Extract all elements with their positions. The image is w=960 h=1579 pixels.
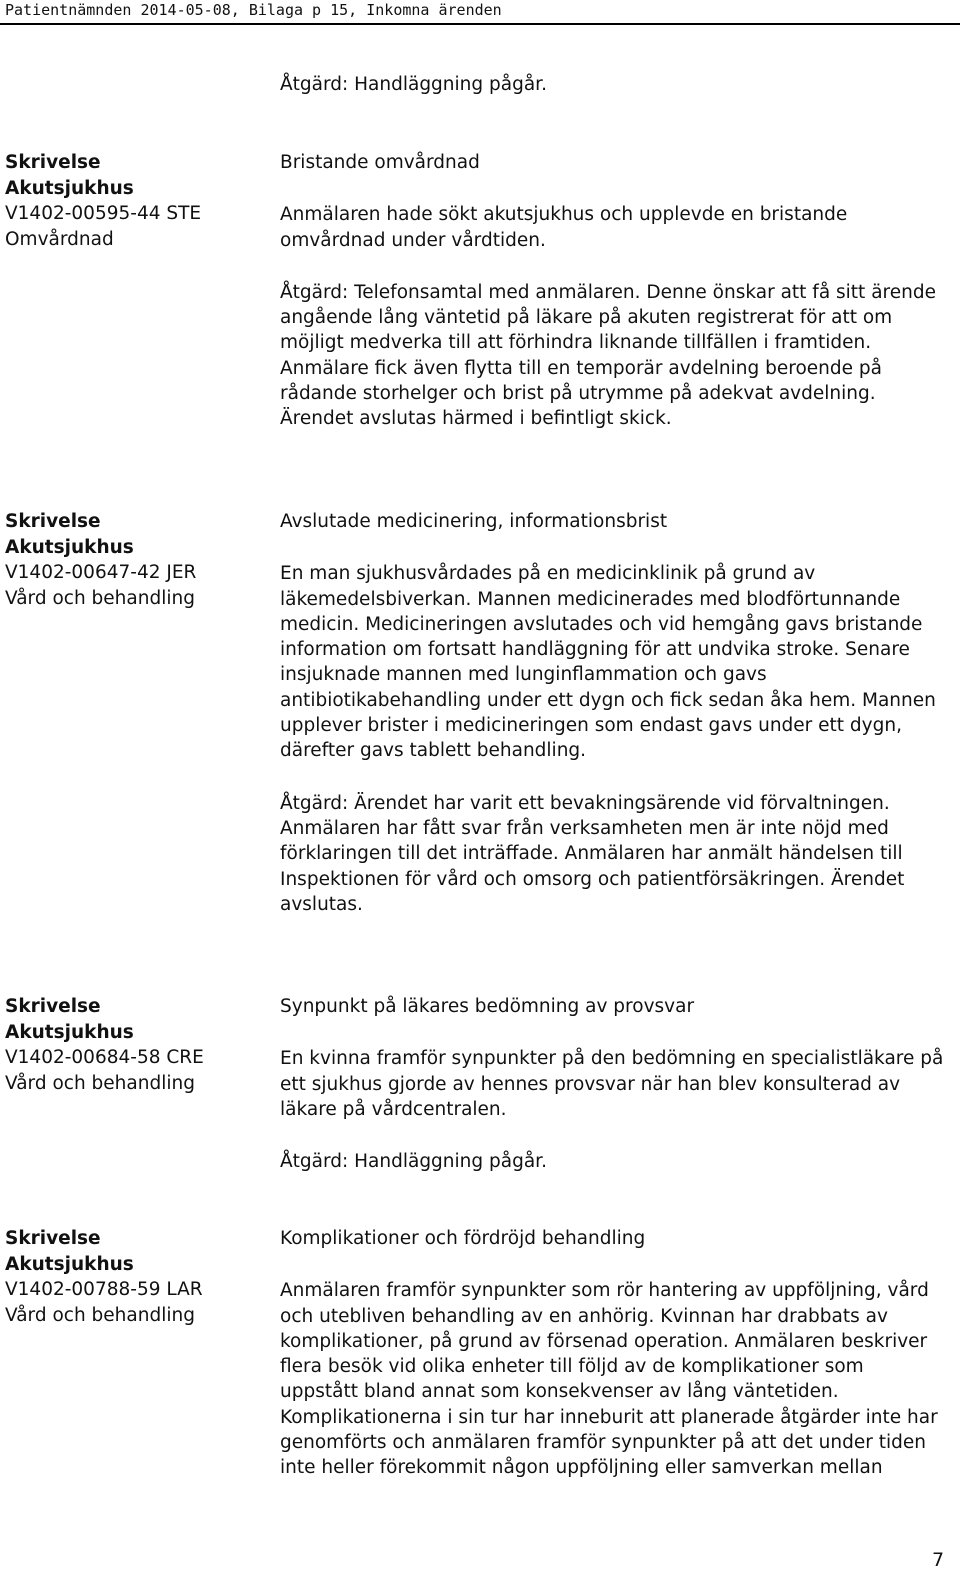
case-kind: Skrivelse <box>5 152 101 173</box>
case-id: V1402-00684-58 CRE <box>5 1047 204 1068</box>
case-category: Vård och behandling <box>5 1072 195 1094</box>
case-content <box>280 1226 945 1481</box>
case-kind: Skrivelse <box>5 511 101 532</box>
case-title: Komplikationer och fördröjd behandling <box>280 1228 646 1249</box>
case-meta <box>5 509 265 611</box>
case-content <box>280 509 945 917</box>
case-title: Avslutade medicinering, informationsbrist <box>280 511 668 532</box>
case-kind: Skrivelse <box>5 1228 101 1249</box>
case-meta <box>5 994 265 1096</box>
case-hospital: Akutsjukhus <box>5 1021 134 1043</box>
case-description: En kvinna framför synpunkter på den bedömning en specialistläkare på ett sjukhus gjorde av hennes provsvar när han blev konsulterad av läkare på vårdcentralen. <box>280 1048 944 1120</box>
case-meta <box>5 1226 265 1328</box>
case-action: Åtgärd: Ärendet har varit ett bevakningsärende vid förvaltningen. Anmälaren har fått svar från verksamheten men är inte nöjd med förklaringen till det inträffade. Anmälaren har anmält händelsen till Inspektionen för vård och omsorg och patientförsäkringen. Ärendet avslutas. <box>280 792 905 915</box>
page-number: 7 <box>932 1549 945 1571</box>
case-category: Omvårdnad <box>5 228 114 250</box>
case-hospital: Akutsjukhus <box>5 536 134 558</box>
continued-action: Åtgärd: Handläggning pågår. <box>280 74 547 95</box>
case-action: Åtgärd: Telefonsamtal med anmälaren. Denne önskar att få sitt ärende angående lång väntetid på läkare på akuten registrerat för att om möjligt medverka till att förhindra liknande tillfällen i framtiden. Anmälare fick även flytta till en temporär avdelning beroende på rådande storhelger och brist på utrymme på adekvat avdelning. Ärendet avslutas härmed i befintligt skick. <box>280 281 936 430</box>
case-id: V1402-00788-59 LAR <box>5 1279 203 1300</box>
case-id: V1402-00595-44 STE <box>5 203 202 224</box>
page-header <box>0 0 960 25</box>
case-kind: Skrivelse <box>5 996 101 1017</box>
case-category: Vård och behandling <box>5 587 195 609</box>
case-content <box>280 150 945 432</box>
case-hospital: Akutsjukhus <box>5 177 134 199</box>
case-description: En man sjukhusvårdades på en medicinklinik på grund av läkemedelsbiverkan. Mannen medicinerades med blodförtunnande medicin. Medicineringen avslutades och vid hemgång gavs bristande information om fortsatt handläggning för att undvika stroke. Senare insjuknade mannen med lunginflammation och gavs antibiotikabehandling under ett dygn och fick sedan åka hem. Mannen upplever brister i medicineringen som endast gavs under ett dygn, därefter gavs tablett behandling. <box>280 563 936 762</box>
case-id: V1402-00647-42 JER <box>5 562 197 583</box>
case-description: Anmälaren hade sökt akutsjukhus och upplevde en bristande omvårdnad under vårdtiden. <box>280 204 848 251</box>
case-description: Anmälaren framför synpunkter som rör hantering av uppföljning, vård och utebliven behandling av en anhörig. Kvinnan har drabbats av komplikationer, på grund av försenad operation. Anmälaren beskriver flera besök vid olika enheter till följd av de komplikationer som uppstått bland annat som konsekvenser av lång väntetiden. Komplikationerna i sin tur har inneburit att planerade åtgärder inte har genomförts och anmälaren framför synpunkter på att det under tiden inte heller förekommit någon uppföljning eller samverkan mellan <box>280 1280 938 1479</box>
case-category: Vård och behandling <box>5 1304 195 1326</box>
case-content <box>280 994 945 1174</box>
case-title: Synpunkt på läkares bedömning av provsvar <box>280 996 695 1017</box>
case-hospital: Akutsjukhus <box>5 1253 134 1275</box>
case-title: Bristande omvårdnad <box>280 152 480 173</box>
case-meta <box>5 150 265 252</box>
page-header-text: Patientnämnden 2014-05-08, Bilaga p 15, Inkomna ärenden <box>5 1 502 19</box>
case-action: Åtgärd: Handläggning pågår. <box>280 1151 547 1173</box>
